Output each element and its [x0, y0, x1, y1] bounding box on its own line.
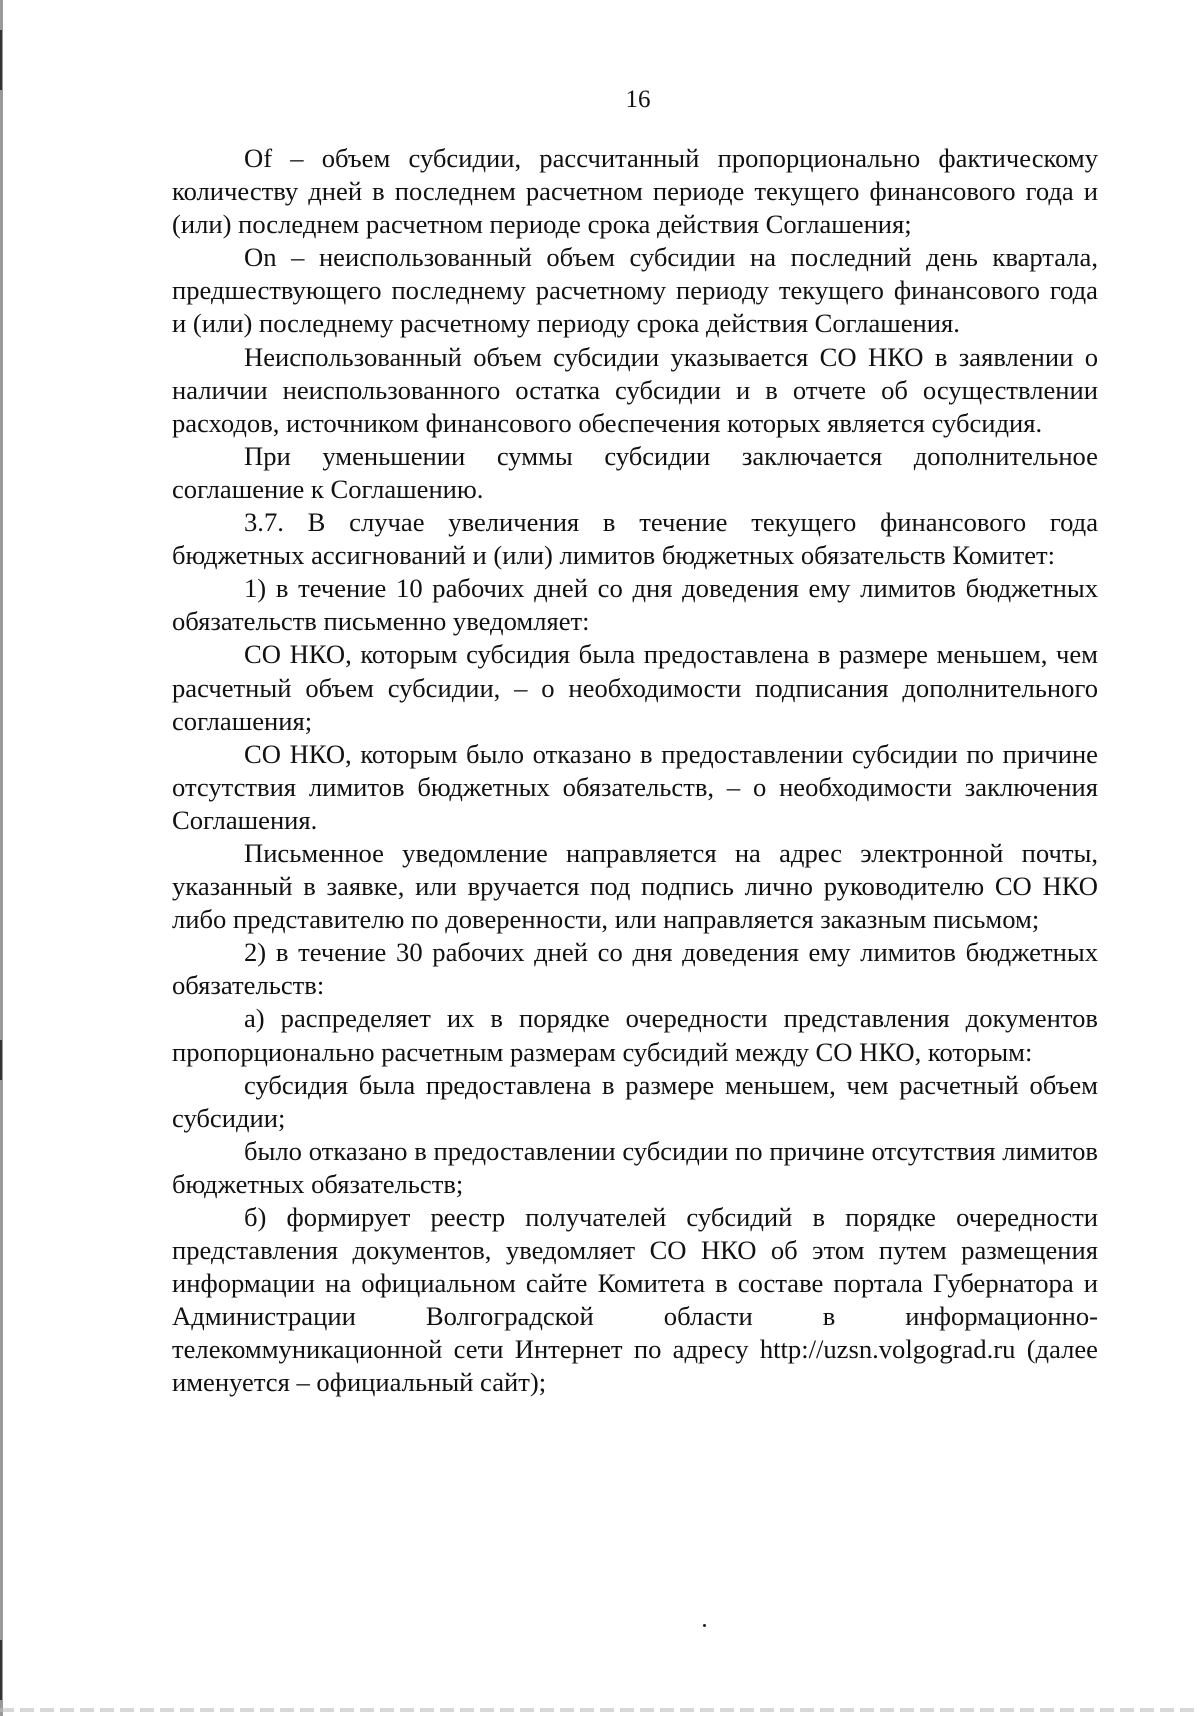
- list-item-2: 2) в течение 30 рабочих дней со дня доведения ему лимитов бюджетных обязательств:: [172, 937, 1098, 1001]
- paragraph-of-definition: Of – объем субсидии, рассчитанный пропорционально фактическому количеству дней в последнем расчетном периоде текущего финансового года и (или) последнем расчетном периоде срока действия Соглашения;: [172, 143, 1098, 240]
- list-item-1: 1) в течение 10 рабочих дней со дня доведения ему лимитов бюджетных обязательств письменно уведомляет:: [172, 573, 1098, 637]
- list-item-a: а) распределяет их в порядке очередности представления документов пропорционально расчетным размерам субсидий между СО НКО, которым:: [172, 1003, 1098, 1067]
- paragraph-notify-refused: СО НКО, которым было отказано в предоставлении субсидии по причине отсутствия лимитов бюджетных обязательств, – о необходимости заключения Соглашения.: [172, 738, 1098, 835]
- paragraph-refused-limits: было отказано в предоставлении субсидии по причине отсутствия лимитов бюджетных обязательств;: [172, 1135, 1098, 1199]
- paragraph-unused-volume: Неиспользованный объем субсидии указывается СО НКО в заявлении о наличии неиспользованного остатка субсидии и в отчете об осуществлении расходов, источником финансового обеспечения которых является субсидия.: [172, 341, 1098, 438]
- paragraph-subsidy-reduction: При уменьшении суммы субсидии заключается дополнительное соглашение к Соглашению.: [172, 440, 1098, 504]
- scan-dot: [703, 1624, 706, 1627]
- document-body: [172, 142, 1098, 1400]
- page-number: 16: [625, 86, 651, 113]
- scan-artifact-line: [0, 1708, 1200, 1712]
- paragraph-written-notice: Письменное уведомление направляется на адрес электронной почты, указанный в заявке, или вручается под подпись лично руководителю СО НКО либо представителю по доверенности, или направляется заказным письмом;: [172, 837, 1098, 935]
- paragraph-notify-reduced: СО НКО, которым субсидия была предоставлена в размере меньшем, чем расчетный объем субсидии, – о необходимости подписания дополнительного соглашения;: [172, 639, 1098, 736]
- paragraph-subsidy-less: субсидия была предоставлена в размере меньшем, чем расчетный объем субсидии;: [172, 1069, 1098, 1133]
- scan-edge: [0, 0, 3, 1716]
- paragraph-on-definition: On – неиспользованный объем субсидии на последний день квартала, предшествующего последнему расчетному периоду текущего финансового года и (или) последнему расчетному периоду срока действия Соглашения.: [172, 242, 1098, 339]
- paragraph-section-3-7: 3.7. В случае увеличения в течение текущего финансового года бюджетных ассигнований и (или) лимитов бюджетных обязательств Комитет:: [172, 507, 1098, 571]
- list-item-b: б) формирует реестр получателей субсидий в порядке очередности представления документов, уведомляет СО НКО об этом путем размещения информации на официальном сайте Комитета в составе портала Губернатора и Администрации Волгоградской области в информационно-телекоммуникационной сети Интернет по адресу http://uzsn.volgograd.ru (далее именуется – официальный сайт);: [172, 1202, 1098, 1398]
